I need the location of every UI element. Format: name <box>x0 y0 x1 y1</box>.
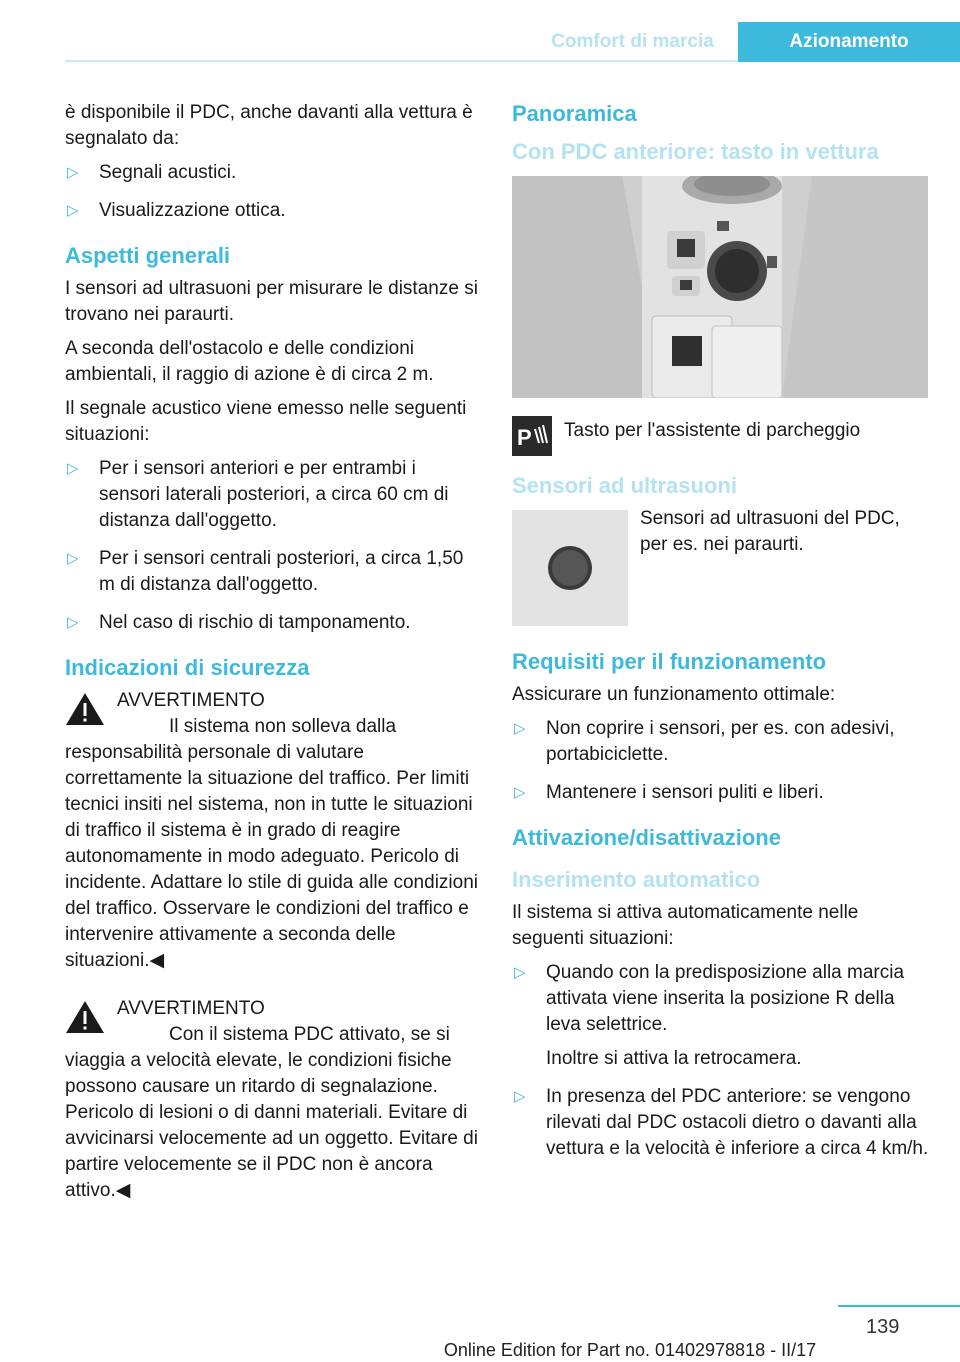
list-item <box>512 716 930 768</box>
front-pdc-heading: Con PDC anteriore: tasto in vettura <box>512 139 879 164</box>
triangle-bullet-icon: ▷ <box>514 1088 526 1105</box>
list-item <box>65 160 482 186</box>
right-column <box>512 100 930 1174</box>
safety-heading: Indicazioni di sicurezza <box>65 655 310 680</box>
console-photo <box>512 176 928 398</box>
warning-block <box>65 688 482 974</box>
warning-triangle-icon <box>65 692 105 726</box>
general-paragraph: I sensori ad ultrasuoni per misurare le distanze si trovano nei paraurti. <box>65 278 478 325</box>
requirements-list <box>512 716 930 806</box>
triangle-bullet-icon: ▷ <box>514 720 526 737</box>
auto-heading: Inserimento automatico <box>512 867 761 892</box>
list-item-text: Mantenere i sensori puliti e liberi. <box>546 782 824 803</box>
edition-note: Online Edition for Part no. 01402978818 - II/17 <box>443 1340 817 1360</box>
warning-text: Il sistema non solleva dalla responsabilità personale di valutare correttamente la situazione del traffico. Per limiti tecnici insiti nel sistema, non in tutte le situazioni di traffico il sistema è in grado di reagire autonomamente in modo adeguato. Pericolo di incidente. Adattare lo stile di guida alle condizioni del traffico. Osservare le condizioni del traffico e intervenire attivamente a seconda delle situazioni.◀ <box>65 716 478 971</box>
button-caption: Tasto per l'assistente di parcheggio <box>564 420 861 441</box>
list-item-text: Segnali acustici. <box>99 162 237 183</box>
triangle-bullet-icon: ▷ <box>67 202 79 219</box>
header-active-tab[interactable]: Azionamento <box>738 22 960 62</box>
list-item <box>512 960 930 1072</box>
console-illustration <box>512 176 928 398</box>
triangle-bullet-icon: ▷ <box>67 550 79 567</box>
auto-list <box>512 960 930 1162</box>
list-item-text: Per i sensori anteriori e per entrambi i sensori laterali posteriori, a circa 60 cm di distanza dall'oggetto. <box>99 458 449 531</box>
intro-paragraph: è disponibile il PDC, anche davanti alla vettura è segnalato da: <box>65 102 473 149</box>
general-paragraph: A seconda dell'ostacolo e delle condizioni ambientali, il raggio di azione è di circa 2 m. <box>65 338 434 385</box>
list-item <box>65 198 482 224</box>
sensors-heading: Sensori ad ultrasuoni <box>512 473 737 498</box>
triangle-bullet-icon: ▷ <box>514 964 526 981</box>
list-item <box>65 610 482 636</box>
overview-heading: Panoramica <box>512 101 637 126</box>
list-item <box>65 546 482 598</box>
auto-intro: Il sistema si attiva automaticamente nelle seguenti situazioni: <box>512 902 859 949</box>
button-caption-row <box>512 416 930 456</box>
warning-block <box>65 996 482 1204</box>
header-section-tab[interactable]: Comfort di marcia <box>551 31 714 52</box>
warning-triangle-icon <box>65 1000 105 1034</box>
park-assist-icon <box>512 416 552 456</box>
warning-text: Con il sistema PDC attivato, se si viaggia a velocità elevate, le condizioni fisiche possono causare un ritardo di segnalazione. Pericolo di lesioni o di danni materiali. Evitare di avvicinarsi velocemente ad un oggetto. Evitare di partire velocemente se il PDC non è ancora attivo.◀ <box>65 1024 478 1201</box>
triangle-bullet-icon: ▷ <box>514 784 526 801</box>
requirements-intro: Assicurare un funzionamento ottimale: <box>512 684 836 705</box>
intro-list <box>65 160 482 224</box>
list-item-text: In presenza del PDC anteriore: se vengono rilevati dal PDC ostacoli dietro o davanti alla vettura e la velocità è inferiore a circa 4 km/h. <box>546 1086 929 1159</box>
list-item <box>512 1084 930 1162</box>
svg-text:P: P <box>517 425 532 450</box>
sensor-photo <box>512 510 628 626</box>
triangle-bullet-icon: ▷ <box>67 614 79 631</box>
triangle-bullet-icon: ▷ <box>67 460 79 477</box>
triangle-bullet-icon: ▷ <box>67 164 79 181</box>
general-paragraph: Il segnale acustico viene emesso nelle seguenti situazioni: <box>65 398 467 445</box>
list-item-text: Non coprire i sensori, per es. con adesivi, portabiciclette. <box>546 718 895 765</box>
list-item <box>512 780 930 806</box>
page-number: 139 <box>866 1316 900 1338</box>
footer-rule <box>838 1305 960 1307</box>
sensor-row <box>512 506 930 626</box>
sensors-caption: Sensori ad ultrasuoni del PDC, per es. nei paraurti. <box>640 508 900 555</box>
list-item <box>65 456 482 534</box>
left-column <box>65 100 482 1226</box>
warning-title: AVVERTIMENTO <box>117 998 265 1019</box>
signal-list <box>65 456 482 636</box>
list-item-text: Per i sensori centrali posteriori, a circa 1,50 m di distanza dall'oggetto. <box>99 548 464 595</box>
warning-title: AVVERTIMENTO <box>117 690 265 711</box>
general-heading: Aspetti generali <box>65 243 231 268</box>
list-item-text: Visualizzazione ottica. <box>99 200 286 221</box>
list-item-extra: Inoltre si attiva la retrocamera. <box>546 1048 802 1069</box>
activation-heading: Attivazione/disattivazione <box>512 825 781 850</box>
requirements-heading: Requisiti per il funzionamento <box>512 649 827 674</box>
list-item-text: Quando con la predisposizione alla marcia attivata viene inserita la posizione R della leva selettrice. <box>546 962 905 1035</box>
list-item-text: Nel caso di rischio di tamponamento. <box>99 612 411 633</box>
